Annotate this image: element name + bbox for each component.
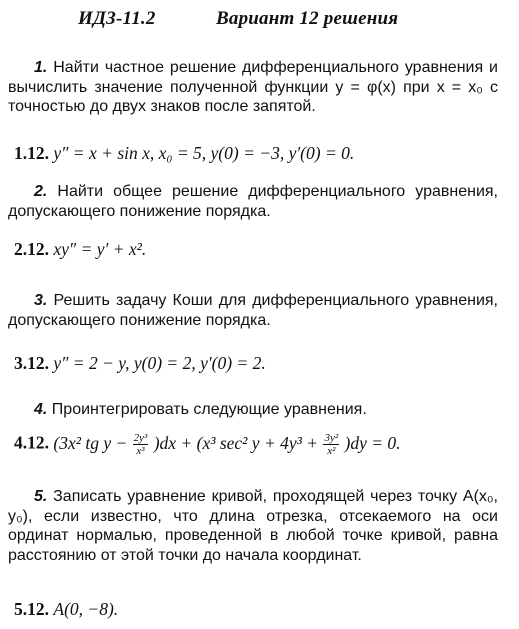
problem-3-12-label: 3.12.	[14, 353, 49, 373]
problem-4-12	[14, 432, 401, 457]
problem-2-12	[14, 239, 146, 260]
problem-1-12-label: 1.12.	[14, 143, 49, 163]
problem-1-12	[14, 143, 354, 164]
task-4-text: Проинтегрировать следующие уравнения.	[51, 401, 367, 418]
task-5-text: Записать уравнение кривой, проходящей через точку A(x₀, y₀), если известно, что длина отрезка, отсекаемого на оси ординат нормалью, проведенной в любой точке кривой, равна расстоянию от этой точки до начала координат.	[8, 488, 498, 564]
task-2-number: 2.	[34, 183, 48, 200]
fraction-2-numerator: 3y²	[324, 432, 339, 444]
equation-part-1: (3x² tg y −	[53, 432, 128, 453]
task-5-number: 5.	[34, 488, 48, 505]
fraction-2	[323, 432, 339, 457]
fraction-1	[133, 432, 149, 457]
problem-4-12-equation	[53, 432, 401, 457]
problem-5-12	[14, 599, 118, 620]
task-3-statement	[8, 291, 498, 330]
problem-3-12	[14, 353, 266, 374]
fraction-1-numerator: 2y³	[133, 432, 148, 444]
task-4-number: 4.	[34, 401, 48, 418]
document-id: ИДЗ-11.2	[78, 8, 156, 29]
task-1-statement	[8, 58, 498, 117]
task-1-text: Найти частное решение дифференциального уравнения и вычислить значение полученной функции y = φ(x) при x = x₀ с точностью до двух знаков после запятой.	[8, 59, 498, 115]
task-5-statement	[8, 487, 498, 565]
task-3-text: Решить задачу Коши для дифференциального уравнения, допускающего понижение порядка.	[8, 292, 498, 329]
variant-title: Вариант 12 решения	[216, 8, 399, 29]
task-2-text: Найти общее решение дифференциального уравнения, допускающего понижение порядка.	[8, 183, 498, 220]
task-4-statement	[8, 400, 498, 420]
problem-2-12-label: 2.12.	[14, 239, 49, 259]
problem-5-12-equation: A(0, −8).	[53, 599, 119, 619]
task-1-number: 1.	[34, 59, 48, 76]
problem-1-12-equation: y″ = x + sin x, x₀ = 5, y(0) = −3, y′(0) = 0.	[53, 143, 355, 163]
problem-5-12-label: 5.12.	[14, 599, 49, 619]
fraction-2-denominator: x²	[327, 445, 336, 457]
problem-2-12-equation: xy″ = y′ + x².	[53, 239, 147, 259]
problem-3-12-equation: y″ = 2 − y, y(0) = 2, y′(0) = 2.	[53, 353, 266, 373]
fraction-1-denominator: x³	[136, 445, 145, 457]
task-3-number: 3.	[34, 292, 48, 309]
equation-part-2: )dx + (x³ sec² y + 4y³ +	[153, 432, 319, 453]
task-2-statement	[8, 182, 498, 221]
problem-4-12-label: 4.12.	[14, 432, 49, 453]
equation-part-3: )dy = 0.	[344, 432, 401, 453]
